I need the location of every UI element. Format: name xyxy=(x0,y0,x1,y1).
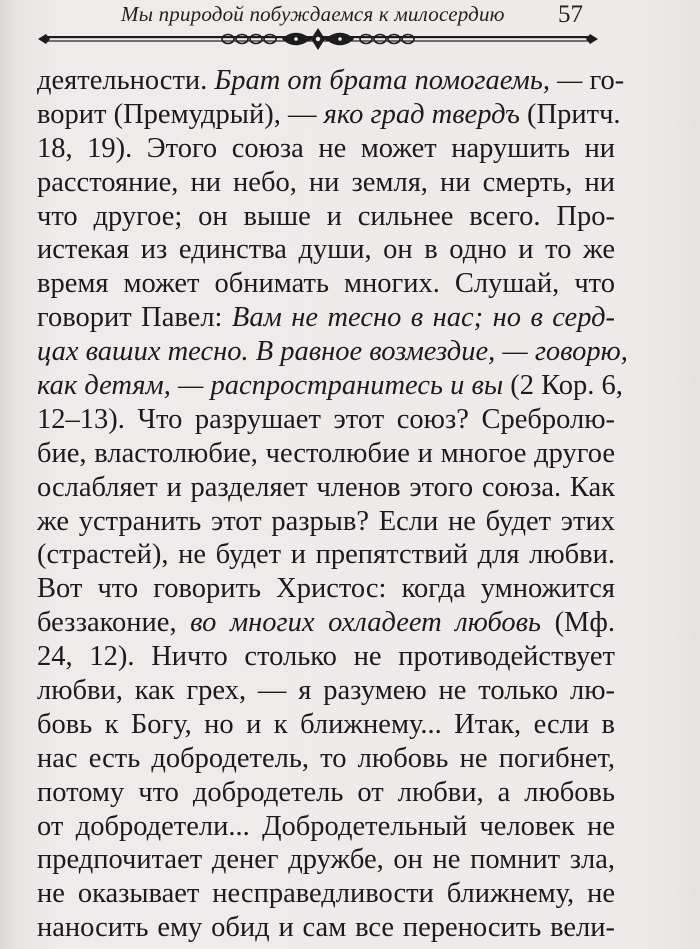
text-line xyxy=(37,877,615,911)
text-line xyxy=(37,166,615,200)
text-segment: от добродетели... Добродетельный человек не xyxy=(37,810,615,842)
running-header-title: Мы природой побуждаемся к милосердию xyxy=(121,2,505,26)
text-segment: (Мф. xyxy=(541,607,615,639)
text-segment: Вот что говорить Христос: когда умножится xyxy=(37,573,615,605)
text-line xyxy=(37,233,615,267)
text-line xyxy=(37,64,625,98)
text-line xyxy=(37,538,615,572)
text-segment: го- xyxy=(589,65,625,96)
text-line xyxy=(37,335,628,369)
text-segment: предпочитает денег дружбе, он не помнит зла, xyxy=(37,844,615,876)
italic-quote: как детям, — распространитесь и вы xyxy=(37,370,504,402)
text-line xyxy=(37,742,615,776)
text-line xyxy=(37,776,615,810)
text-segment: не оказывает несправедливости ближнему, не xyxy=(37,878,615,910)
text-segment: нас есть добродетель, то любовь не погибнет, xyxy=(37,742,615,774)
text-segment: (страстей), не будет и препятствий для любви. xyxy=(37,539,615,571)
text-line xyxy=(37,843,615,877)
text-line xyxy=(37,471,615,505)
text-line xyxy=(37,640,615,674)
text-line xyxy=(37,911,615,945)
text-segment: беззаконие, xyxy=(37,607,191,639)
text-segment: (2 Кор. 6, xyxy=(503,370,623,402)
text-line xyxy=(37,132,615,166)
text-segment: 24, 12). Ничто столько не противодействует xyxy=(37,641,615,673)
text-line xyxy=(37,369,623,403)
text-line xyxy=(37,674,615,708)
text-segment: наносить ему обид и сам все переносить вели- xyxy=(37,912,615,944)
text-segment: время может обнимать многих. Слушай, что xyxy=(37,268,615,300)
text-line xyxy=(37,810,615,844)
text-line xyxy=(37,572,615,606)
text-line xyxy=(37,403,615,437)
page-number: 57 xyxy=(558,1,583,28)
italic-quote: Брат от брата помогаемь, — xyxy=(214,65,590,96)
ornamental-rule-icon xyxy=(38,27,598,51)
text-segment: говорит Павел: xyxy=(37,302,232,334)
text-segment: 18, 19). Этого союза не может нарушить ни xyxy=(37,132,615,164)
text-line xyxy=(37,437,615,471)
italic-quote: цах ваших тесно. В равное возмездие, — говорю, xyxy=(37,336,628,368)
text-segment: ворит (Премудрый), — xyxy=(37,98,324,130)
italic-quote: во многих охладеет любовь xyxy=(190,607,541,639)
text-line xyxy=(37,301,615,335)
text-line xyxy=(37,200,615,234)
text-line xyxy=(37,708,615,742)
text-segment: бовь к Богу, но и к ближнему... Итак, если в xyxy=(37,708,615,740)
body-text xyxy=(37,64,628,945)
text-segment: потому что добродетель от любви, а любовь xyxy=(37,776,615,808)
text-segment: же устранить этот разрыв? Если не будет этих xyxy=(37,505,615,537)
text-segment: 12–13). Что разрушает этот союз? Сребролю- xyxy=(37,403,615,435)
running-header xyxy=(0,0,700,40)
text-segment: что другое; он выше и сильнее всего. Про- xyxy=(37,200,615,232)
text-line xyxy=(37,98,621,132)
text-segment: истекая из единства души, он в одно и то же xyxy=(37,234,615,266)
text-segment: ослабляет и разделяет членов этого союза. Как xyxy=(37,471,615,503)
text-segment: расстояние, ни небо, ни земля, ни смерть, ни xyxy=(37,166,615,198)
text-segment: бие, властолюбие, честолюбие и многое другое xyxy=(37,437,615,469)
text-line xyxy=(37,267,615,301)
text-segment: любви, как грех, — я разумею не только лю- xyxy=(37,675,615,707)
text-segment: (Притч. xyxy=(519,98,621,130)
italic-quote: Вам не тесно в нас; но в серд- xyxy=(231,302,615,334)
italic-quote: яко град твердъ xyxy=(323,98,520,130)
text-line xyxy=(37,606,615,640)
text-segment: деятельности. xyxy=(37,65,215,96)
text-line xyxy=(37,505,615,539)
